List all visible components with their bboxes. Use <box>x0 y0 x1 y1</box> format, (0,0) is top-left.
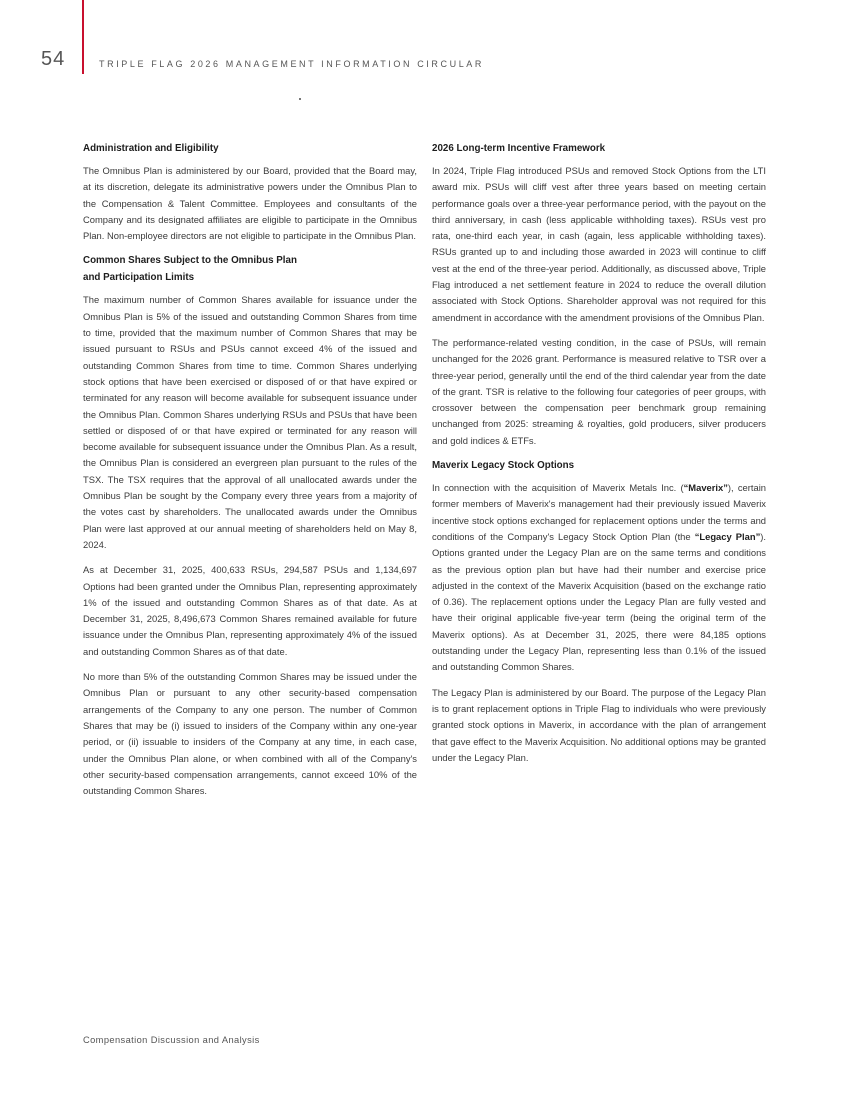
paragraph-administration: The Omnibus Plan is administered by our Board, provided that the Board may, at its discretion, delegate its administrative powers under the Omnibus Plan to the Compensation & Talent Committee. Employees and consultants of the Company and its designated affiliates are eligible to participate in the Omnibus Plan. Non-employee directors are not eligible to participate in the Omnibus Plan. <box>83 165 417 242</box>
heading-line-1: Common Shares Subject to the Omnibus Plan <box>83 255 297 267</box>
left-column <box>83 140 417 807</box>
stray-dot <box>299 98 301 100</box>
paragraph-max-shares: The maximum number of Common Shares available for issuance under the Omnibus Plan is 5% of the issued and outstanding Common Shares from time to time, provided that the maximum number of Common Shares that may be issued pursuant to RSUs and PSUs cannot exceed 4% of the issued and outstanding Common Shares from time to time. Common Shares underlying stock options that have been exercised or disposed of or that have expired or terminated for any reason will become available for subsequent issuance under the Omnibus Plan. Common Shares underlying RSUs and PSUs that have been settled or disposed of or that have expired or terminated for any reason will become available for subsequent issuance under the Omnibus Plan. As a result, the Omnibus Plan is considered an evergreen plan pursuant to the rules of the TSX. The TSX requires that the approval of all unallocated awards under the Omnibus Plan be sought by the Company every three years from a majority of the votes cast by shareholders. The unallocated awards under the Omnibus Plan were last approved at our annual meeting of shareholders held on May 8, 2024. <box>83 294 417 550</box>
text-run: ), certain former members of Maverix's management had their previously issued Maverix incentive stock options exchanged for replacement options under the terms and conditions of the Company's Legacy Stock Option Plan (the <box>432 482 766 542</box>
defined-term-maverix: “Maverix” <box>683 482 728 494</box>
text-run: ). Options granted under the Legacy Plan are on the same terms and conditions as the previous option plan but have had their number and exercise price adjusted in the context of the Maverix Acquisition (based on the exchange ratio of 0.36). The replacement options under the Legacy Plan are fully vested and have their original applicable five-year term (being the original term of the Maverix options). As at December 31, 2025, there were 84,185 options outstanding under the Legacy Plan, representing less than 0.1% of the issued and outstanding Common Shares. <box>432 530 766 673</box>
paragraph-legacy-plan-admin: The Legacy Plan is administered by our Board. The purpose of the Legacy Plan is to grant replacement options in Triple Flag to individuals who were previously granted stock options in Maverix, in accordance with the plan of arrangement that gave effect to the Maverix Acquisition. No additional options may be granted under the Legacy Plan. <box>432 686 766 763</box>
paragraph-insider-limits: No more than 5% of the outstanding Common Shares may be issued under the Omnibus Plan or pursuant to any other security-based compensation arrangements of the Company to any one person. The number of Common Shares that may be (i) issued to insiders of the Company within any one-year period, or (ii) issuable to insiders of the Company at any time, in each case, under the Omnibus Plan alone, or when combined with all of the Company's other security-based compensation arrangements, cannot exceed 10% of the outstanding Common Shares. <box>83 671 417 797</box>
section-heading-common-shares <box>83 252 417 286</box>
section-heading-administration: Administration and Eligibility <box>83 143 219 154</box>
section-heading-maverix: Maverix Legacy Stock Options <box>432 460 575 472</box>
defined-term-legacy-plan: “Legacy Plan” <box>694 530 761 542</box>
right-column <box>432 140 766 774</box>
paragraph-maverix-acquisition <box>432 480 766 676</box>
document-title: TRIPLE FLAG 2026 MANAGEMENT INFORMATION CIRCULAR <box>99 59 485 69</box>
heading-line-2: and Participation Limits <box>83 272 195 284</box>
paragraph-granted-awards: As at December 31, 2025, 400,633 RSUs, 294,587 PSUs and 1,134,697 Options had been granted under the Omnibus Plan, representing approximately 1% of the issued and outstanding Common Shares as of that date. As at December 31, 2025, 8,496,673 Common Shares remained available for future issuance under the Omnibus Plan, representing approximately 4% of the issued and outstanding Common Shares as of that date. <box>83 564 417 657</box>
header-accent-rule <box>82 0 84 74</box>
paragraph-lti-intro: In 2024, Triple Flag introduced PSUs and removed Stock Options from the LTI award mix. PSUs will cliff vest after three years based on meeting certain performance goals over a three-year performance period, with the payout on the third anniversary, in cash (less applicable withholding taxes). RSUs vest pro rata, one-third each year, in cash (again, less applicable withholding taxes). RSUs granted up to and including those awarded in 2023 will continue to cliff vest at the end of the three-year period. Additionally, as discussed above, Triple Flag introduced a net settlement feature in 2024 to reduce the overall dilution associated with Stock Options. Shareholder approval was not required for this amendment in accordance with the amendment provisions of the Omnibus Plan. <box>432 165 766 323</box>
paragraph-performance-vesting: The performance-related vesting condition, in the case of PSUs, will remain unchanged for the 2026 grant. Performance is measured relative to TSR over a three-year period, generally until the end of the third calendar year from the date of the grant. TSR is relative to the following four categories of peer groups, with crossover between the compensation peer benchmark group remaining unchanged from 2025: streaming & royalties, gold producers, silver producers and gold indices & ETFs. <box>432 336 766 446</box>
footer-section-label: Compensation Discussion and Analysis <box>83 1035 260 1045</box>
page-number: 54 <box>41 48 66 70</box>
section-heading-lti-framework: 2026 Long-term Incentive Framework <box>432 143 606 154</box>
text-run: In connection with the acquisition of Maverix Metals Inc. ( <box>432 482 684 494</box>
